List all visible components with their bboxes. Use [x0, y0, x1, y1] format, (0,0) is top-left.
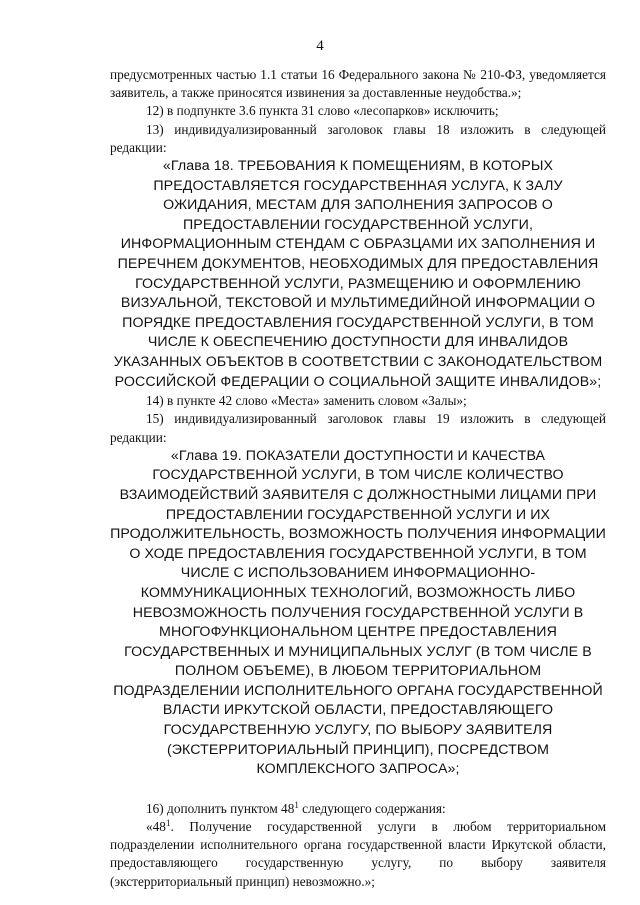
document-body [110, 66, 606, 891]
item-16-text-end: следующего содержания: [298, 800, 446, 816]
point-48-1-text-start: «48 [146, 819, 166, 835]
item-16-superscript: 1 [294, 799, 299, 810]
paragraph-item-16 [110, 800, 606, 818]
paragraph-item-15: 15) индивидуализированный заголовок главы 19 изложить в следующей редакции: [110, 411, 606, 445]
paragraph-continuation: предусмотренных частью 1.1 статьи 16 Федерального закона № 210-ФЗ, уведомляется заявитель, а также приносятся извинения за доставленные неудобства.»; [110, 67, 606, 101]
paragraph-item-12: 12) в подпункте 3.6 пункта 31 слово «лесопарков» исключить; [146, 103, 499, 119]
chapter-19-heading: «Глава 19. ПОКАЗАТЕЛИ ДОСТУПНОСТИ И КАЧЕСТВА ГОСУДАРСТВЕННОЙ УСЛУГИ, В ТОМ ЧИСЛЕ КОЛИЧЕСТВО ВЗАИМОДЕЙСТВИЙ ЗАЯВИТЕЛЯ С ДОЛЖНОСТНЫМИ ЛИЦАМИ ПРИ ПРЕДОСТАВЛЕНИИ ГОСУДАРСТВЕННОЙ УСЛУГИ И ИХ ПРОДОЛЖИТЕЛЬНОСТЬ, ВОЗМОЖНОСТЬ ПОЛУЧЕНИЯ ИНФОРМАЦИИ О ХОДЕ ПРЕДОСТАВЛЕНИЯ ГОСУДАРСТВЕННОЙ УСЛУГИ, В ТОМ ЧИСЛЕ С ИСПОЛЬЗОВАНИЕМ ИНФОРМАЦИОННО-КОММУНИКАЦИОННЫХ ТЕХНОЛОГИЙ, ВОЗМОЖНОСТЬ ЛИБО НЕВОЗМОЖНОСТЬ ПОЛУЧЕНИЯ ГОСУДАРСТВЕННОЙ УСЛУГИ В МНОГОФУНКЦИОНАЛЬНОМ ЦЕНТРЕ ПРЕДОСТАВЛЕНИЯ ГОСУДАРСТВЕННЫХ И МУНИЦИПАЛЬНЫХ УСЛУГ (В ТОМ ЧИСЛЕ В ПОЛНОМ ОБЪЕМЕ), В ЛЮБОМ ТЕРРИТОРИАЛЬНОМ ПОДРАЗДЕЛЕНИИ ИСПОЛНИТЕЛЬНОГО ОРГАНА ГОСУДАРСТВЕННОЙ ВЛАСТИ ИРКУТСКОЙ ОБЛАСТИ, ПРЕДОСТАВЛЯЮЩЕГО ГОСУДАРСТВЕННУЮ УСЛУГУ, ПО ВЫБОРУ ЗАЯВИТЕЛЯ (ЭКСТЕРРИТОРИАЛЬНЫЙ ПРИНЦИП), ПОСРЕДСТВОМ КОМПЛЕКСНОГО ЗАПРОСА»; [110, 447, 606, 778]
point-48-1-superscript: 1 [165, 818, 171, 829]
item-16-text-start: 16) дополнить пунктом 48 [146, 800, 295, 816]
page-number: 4 [316, 38, 324, 54]
paragraph-point-48-1 [110, 818, 606, 891]
paragraph-item-13: 13) индивидуализированный заголовок главы 18 изложить в следующей редакции: [110, 121, 606, 155]
paragraph-item-14: 14) в пункте 42 слово «Места» заменить словом «Залы»; [146, 393, 467, 409]
chapter-18-heading: «Глава 18. ТРЕБОВАНИЯ К ПОМЕЩЕНИЯМ, В КОТОРЫХ ПРЕДОСТАВЛЯЕТСЯ ГОСУДАРСТВЕННАЯ УСЛУГА, К ЗАЛУ ОЖИДАНИЯ, МЕСТАМ ДЛЯ ЗАПОЛНЕНИЯ ЗАПРОСОВ О ПРЕДОСТАВЛЕНИИ ГОСУДАРСТВЕННОЙ УСЛУГИ, ИНФОРМАЦИОННЫМ СТЕНДАМ С ОБРАЗЦАМИ ИХ ЗАПОЛНЕНИЯ И ПЕРЕЧНЕМ ДОКУМЕНТОВ, НЕОБХОДИМЫХ ДЛЯ ПРЕДОСТАВЛЕНИЯ ГОСУДАРСТВЕННОЙ УСЛУГИ, РАЗМЕЩЕНИЮ И ОФОРМЛЕНИЮ ВИЗУАЛЬНОЙ, ТЕКСТОВОЙ И МУЛЬТИМЕДИЙНОЙ ИНФОРМАЦИИ О ПОРЯДКЕ ПРЕДОСТАВЛЕНИЯ ГОСУДАРСТВЕННОЙ УСЛУГИ, В ТОМ ЧИСЛЕ К ОБЕСПЕЧЕНИЮ ДОСТУПНОСТИ ДЛЯ ИНВАЛИДОВ УКАЗАННЫХ ОБЪЕКТОВ В СООТВЕТСТВИИ С ЗАКОНОДАТЕЛЬСТВОМ РОССИЙСКОЙ ФЕДЕРАЦИИ О СОЦИАЛЬНОЙ ЗАЩИТЕ ИНВАЛИДОВ»; [113, 158, 603, 390]
point-48-1-text-end: . Получение государственной услуги в любом территориальном подразделении исполнительного органа государственной власти Иркутской области, предоставляющего государственную услугу, по выбору заявителя (экстерриториальный принцип) невозможно.»; [110, 819, 606, 889]
spacer [110, 780, 606, 800]
